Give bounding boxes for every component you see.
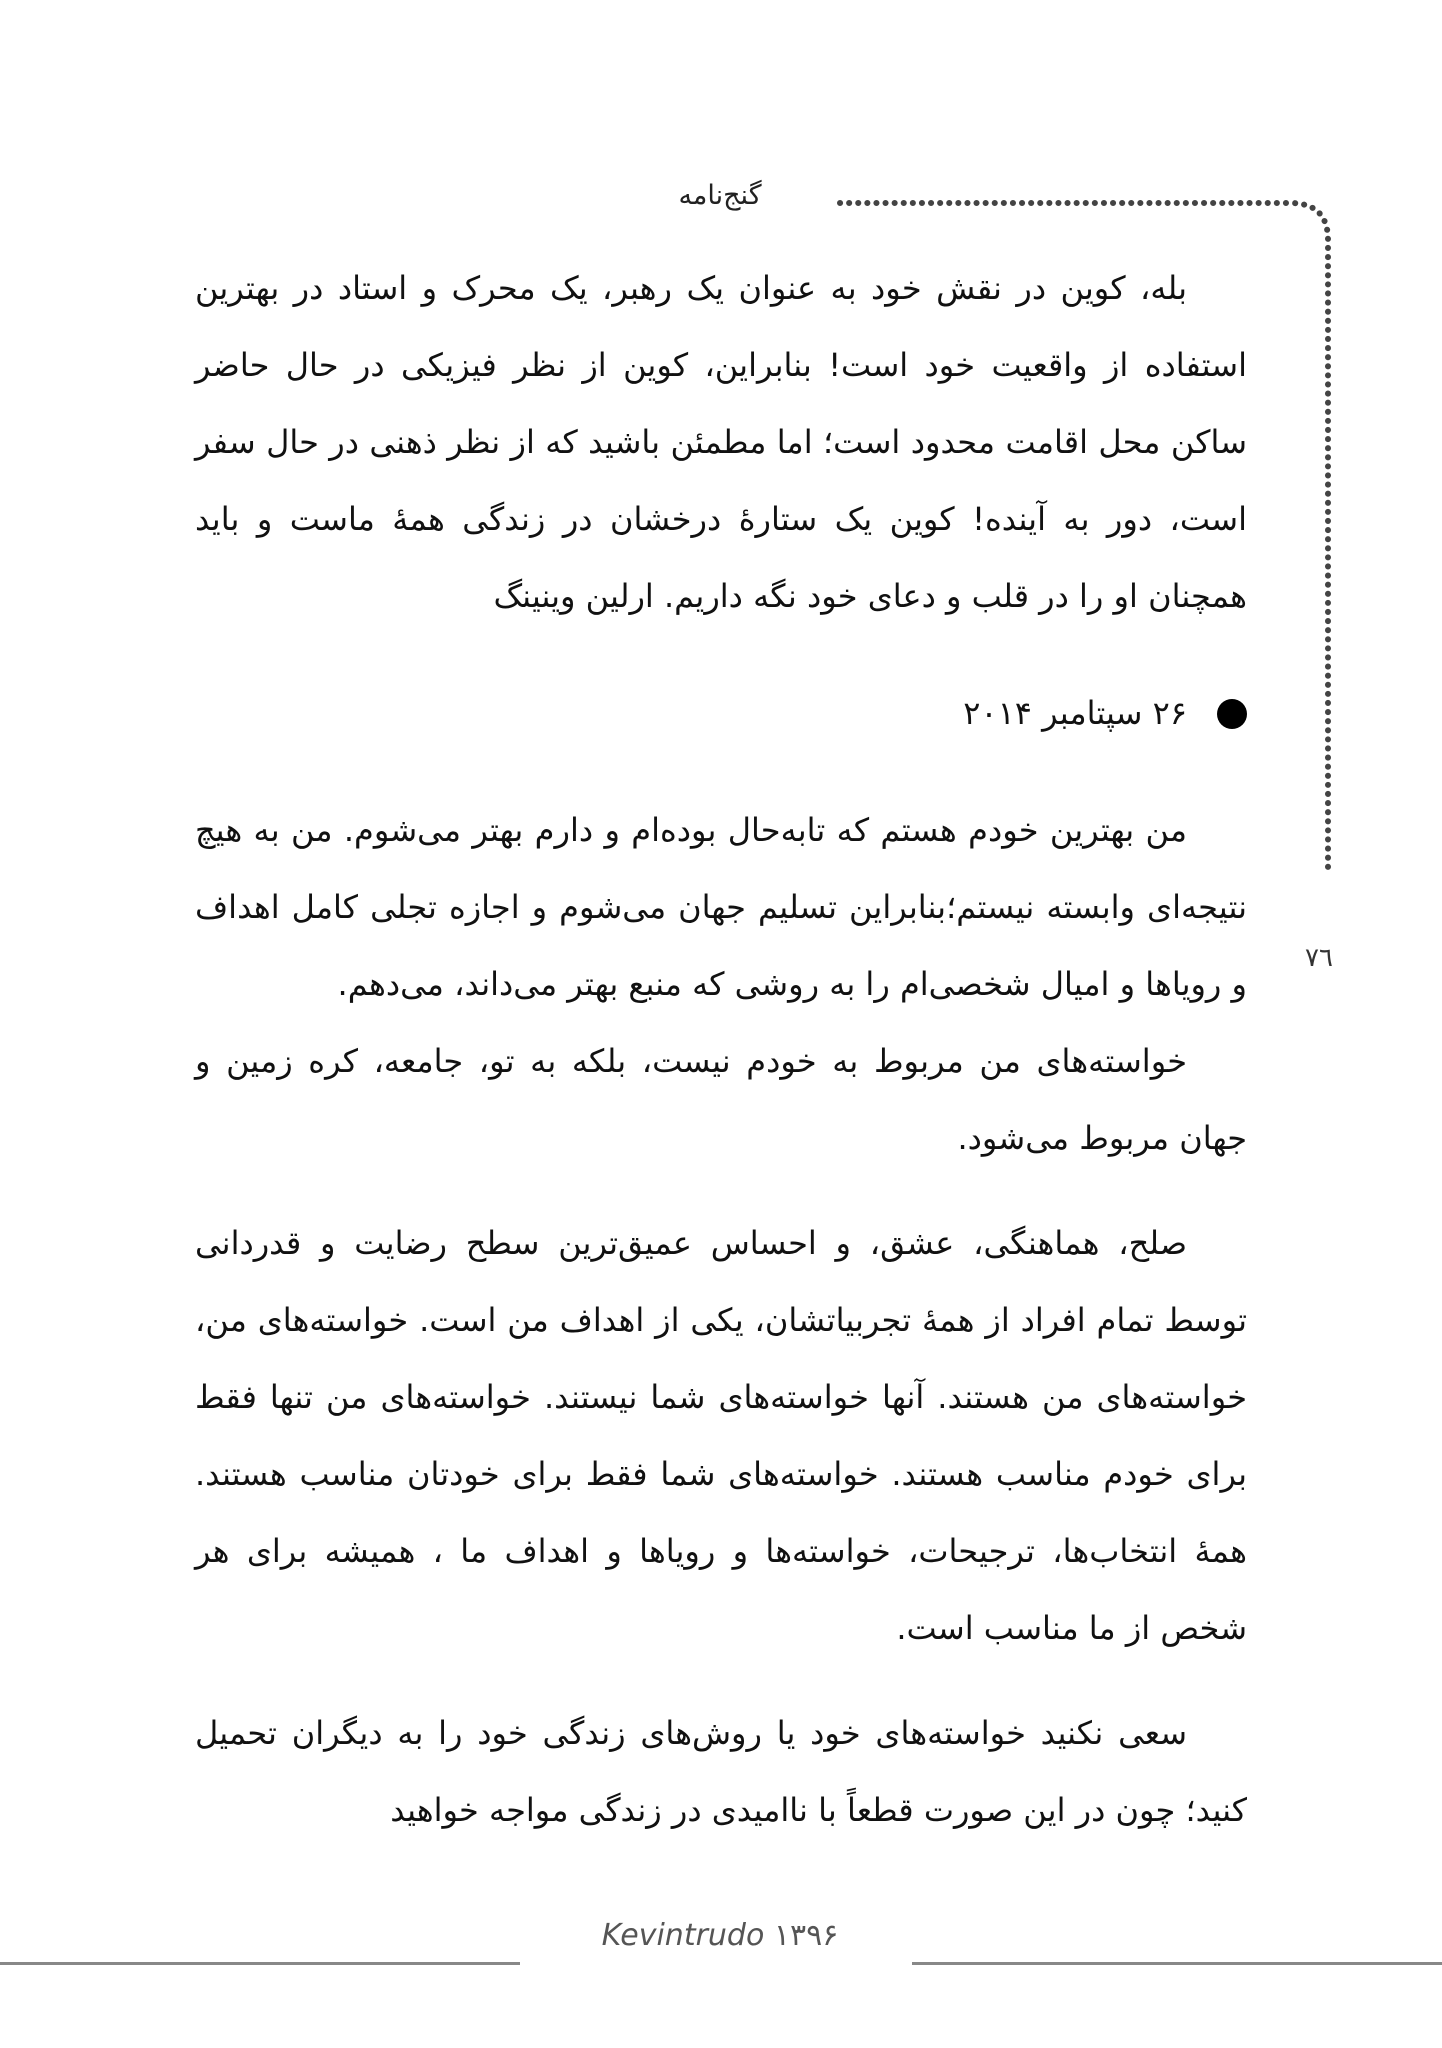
page-number: ٧٦ [1305, 943, 1333, 973]
bullet-icon [1217, 699, 1247, 729]
footer-divider-left [0, 1962, 520, 1965]
paragraph-peace-harmony: صلح، هماهنگی، عشق، و احساس عمیق‌ترین سطح رضایت و قدردانی توسط تمام افراد از همۀ تجربیاتشان، یکی از اهداف من است. خواسته‌های من، خواسته‌های من هستند. آنها خواسته‌های شما نیستند. خواسته‌های من تنها فقط برای خودم مناسب هستند. خواسته‌های شما فقط برای خودتان مناسب هستند. همۀ انتخاب‌ها، ترجیحات، خواسته‌ها و رویاها و اهداف ما ، همیشه برای هر شخص از ما مناسب است. [195, 1224, 1247, 1647]
footer-year: ۱۳۹۶ [773, 1918, 839, 1953]
page-body [195, 250, 1247, 1849]
paragraph-kevin-leader: بله، کوین در نقش خود به عنوان یک رهبر، یک محرک و استاد در بهترین استفاده از واقعیت خود است! بنابراین، کوین از نظر فیزیکی در حال حاضر ساکن محل اقامت محدود است؛ اما مطمئن باشید که از نظر ذهنی در حال سفر است، دور به آینده! کوین یک ستارۀ درخشان در زندگی همۀ ماست و باید همچنان او را در قلب و دعای خود نگه داریم. ارلین وینینگ [195, 269, 1247, 615]
date-entry [195, 675, 1247, 752]
paragraph-do-not-impose: سعی نکنید خواسته‌های خود یا روش‌های زندگی خود را به دیگران تحمیل کنید؛ چون در این صورت قطعاً با ناامیدی در زندگی مواجه خواهید [195, 1714, 1247, 1829]
footer-author: Kevintrudo [601, 1918, 765, 1953]
paragraph-desires-world: خواسته‌های من مربوط به خودم نیست، بلکه به تو، جامعه، کره زمین و جهان مربوط می‌شود. [195, 1042, 1247, 1157]
footer-divider-right [912, 1962, 1442, 1965]
page-header-title: گنج‌نامه [678, 180, 762, 211]
date-entry-text: ۲۶ سپتامبر ۲۰۱۴ [963, 694, 1187, 732]
footer-credit [540, 1918, 900, 1953]
paragraph-best-self: من بهترین خودم هستم که تابه‌حال بوده‌ام و دارم بهتر می‌شوم. من به هیچ نتیجه‌ای وابسته نیستم؛بنابراین تسلیم جهان می‌شوم و اجازه تجلی کامل اهداف و رویاها و امیال شخصی‌ام را به روشی که منبع بهتر می‌داند، می‌دهم. [195, 811, 1247, 1003]
